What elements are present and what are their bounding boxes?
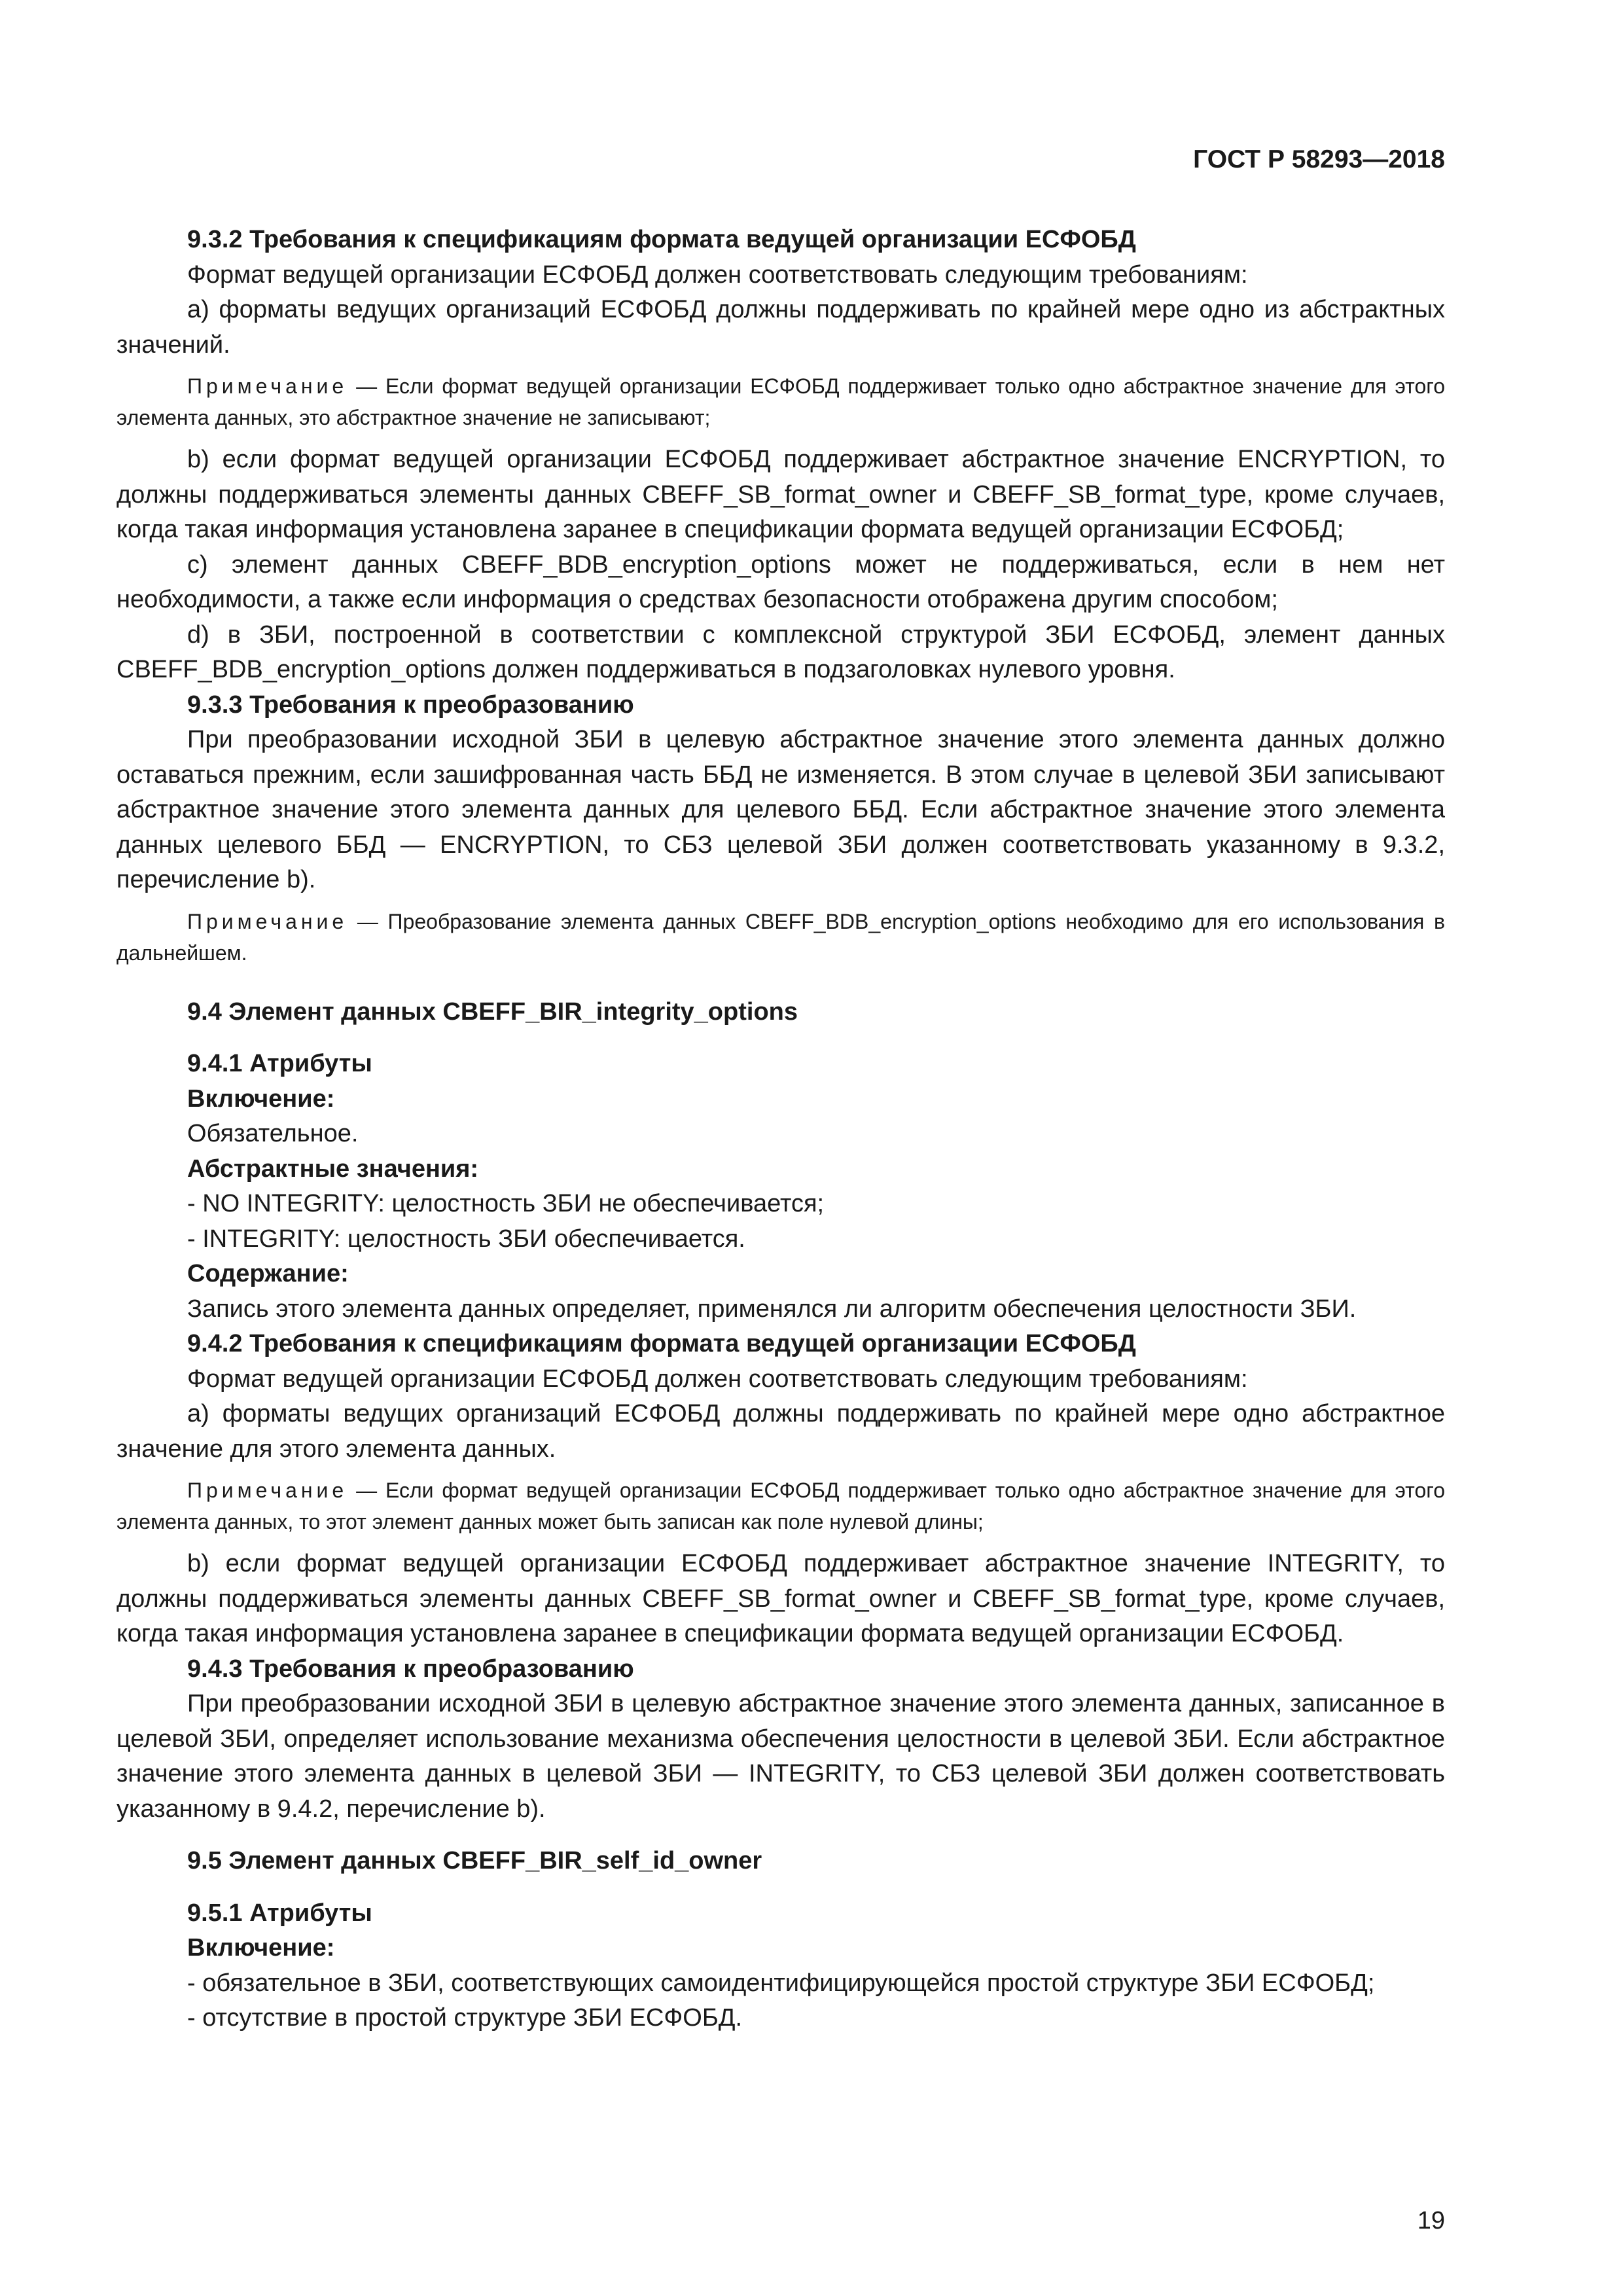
section-9-3-2-title: 9.3.2 Требования к спецификациям формата ведущей организации ЕСФОБД — [187, 226, 1136, 253]
note-3 — [116, 1475, 1445, 1537]
section-9-3-3-title: 9.3.3 Требования к преобразованию — [187, 691, 634, 719]
section-9-5-1-title: 9.5.1 Атрибуты — [187, 1899, 372, 1927]
list-item: - отсутствие в простой структуре ЗБИ ЕСФОБД. — [187, 2004, 743, 2032]
document-body — [116, 223, 1445, 2036]
list-item: - NO INTEGRITY: целостность ЗБИ не обеспечивается; — [187, 1190, 825, 1217]
paragraph: b) если формат ведущей организации ЕСФОБД поддерживает абстрактное значение ENCRYPTION, то должны поддерживаться элементы данных CBEFF_SB_format_owner и CBEFF_SB_format_type, кроме случаев, когда такая информация установлена заранее в спецификации формата ведущей организации ЕСФОБД; — [116, 446, 1445, 543]
note-label: Примечание — [187, 1479, 348, 1502]
paragraph: b) если формат ведущей организации ЕСФОБД поддерживает абстрактное значение INTEGRITY, то должны поддерживаться элементы данных CBEFF_SB_format_owner и CBEFF_SB_format_type, кроме случаев, когда такая информация установлена заранее в спецификации формата ведущей организации ЕСФОБД. — [116, 1550, 1445, 1647]
note-2 — [116, 906, 1445, 969]
paragraph: Формат ведущей организации ЕСФОБД должен соответствовать следующим требованиям: — [187, 260, 1248, 289]
list-item: - обязательное в ЗБИ, соответствующих самоидентифицирующейся простой структуре ЗБИ ЕСФОБД; — [187, 1969, 1375, 1997]
note-label: Примечание — [187, 374, 348, 398]
section-9-5-title: 9.5 Элемент данных CBEFF_BIR_self_id_owner — [187, 1847, 762, 1874]
content-label: Содержание: — [187, 1260, 349, 1287]
inclusion-value: Обязательное. — [187, 1120, 359, 1147]
paragraph: Формат ведущей организации ЕСФОБД должен соответствовать следующим требованиям: — [187, 1365, 1248, 1393]
paragraph: При преобразовании исходной ЗБИ в целевую абстрактное значение этого элемента данных должно оставаться прежним, если зашифрованная часть ББД не изменяется. В этом случае в целевой ЗБИ записывают абстрактное значение этого элемента данных для целевого ББД. Если абстрактное значение этого элемента данных целевого ББД — ENCRYPTION, то СБЗ целевой ЗБИ должен соответствовать указанному в 9.3.2, перечисление b). — [116, 726, 1445, 893]
inclusion-label: Включение: — [187, 1934, 335, 1962]
content-value: Запись этого элемента данных определяет, применялся ли алгоритм обеспечения целостности ЗБИ. — [187, 1295, 1357, 1323]
note-text: — Если формат ведущей организации ЕСФОБД поддерживает только одно абстрактное значение для этого элемента данных, то этот элемент данных может быть записан как поле нулевой длины; — [116, 1479, 1445, 1534]
paragraph: с) элемент данных CBEFF_BDB_encryption_options может не поддерживаться, если в нем нет необходимости, а также если информация о средствах безопасности отображена другим способом; — [116, 550, 1445, 613]
section-9-4-2-title: 9.4.2 Требования к спецификациям формата ведущей организации ЕСФОБД — [187, 1330, 1136, 1357]
section-9-4-1-title: 9.4.1 Атрибуты — [187, 1050, 372, 1077]
note-1 — [116, 370, 1445, 433]
paragraph: а) форматы ведущих организаций ЕСФОБД должны поддерживать по крайней мере одно абстрактное значение для этого элемента данных. — [116, 1400, 1445, 1463]
paragraph: d) в ЗБИ, построенной в соответствии с комплексной структурой ЗБИ ЕСФОБД, элемент данных CBEFF_BDB_encryption_options должен поддерживаться в подзаголовках нулевого уровня. — [116, 620, 1445, 683]
inclusion-label: Включение: — [187, 1085, 335, 1113]
paragraph: а) форматы ведущих организаций ЕСФОБД должны поддерживать по крайней мере одно из абстрактных значений. — [116, 296, 1445, 359]
note-text: — Преобразование элемента данных CBEFF_BDB_encryption_options необходимо для его использования в дальнейшем. — [116, 909, 1445, 965]
abstract-values-label: Абстрактные значения: — [187, 1155, 479, 1183]
note-text: — Если формат ведущей организации ЕСФОБД поддерживает только одно абстрактное значение для этого элемента данных, это абстрактное значение не записывают; — [116, 374, 1445, 429]
note-label: Примечание — [187, 909, 348, 933]
paragraph: При преобразовании исходной ЗБИ в целевую абстрактное значение этого элемента данных, записанное в целевой ЗБИ, определяет использование механизма обеспечения целостности в целевой ЗБИ. Если абстрактное значение этого элемента данных в целевой ЗБИ — INTEGRITY, то СБЗ целевой ЗБИ должен соответствовать указанному в 9.4.2, перечисление b). — [116, 1690, 1445, 1823]
document-header-id: ГОСТ Р 58293—2018 — [1193, 145, 1445, 173]
section-9-4-3-title: 9.4.3 Требования к преобразованию — [187, 1655, 634, 1683]
section-9-4-title: 9.4 Элемент данных CBEFF_BIR_integrity_options — [187, 997, 798, 1026]
page-number: 19 — [1417, 2207, 1445, 2234]
list-item: - INTEGRITY: целостность ЗБИ обеспечивается. — [187, 1225, 745, 1253]
